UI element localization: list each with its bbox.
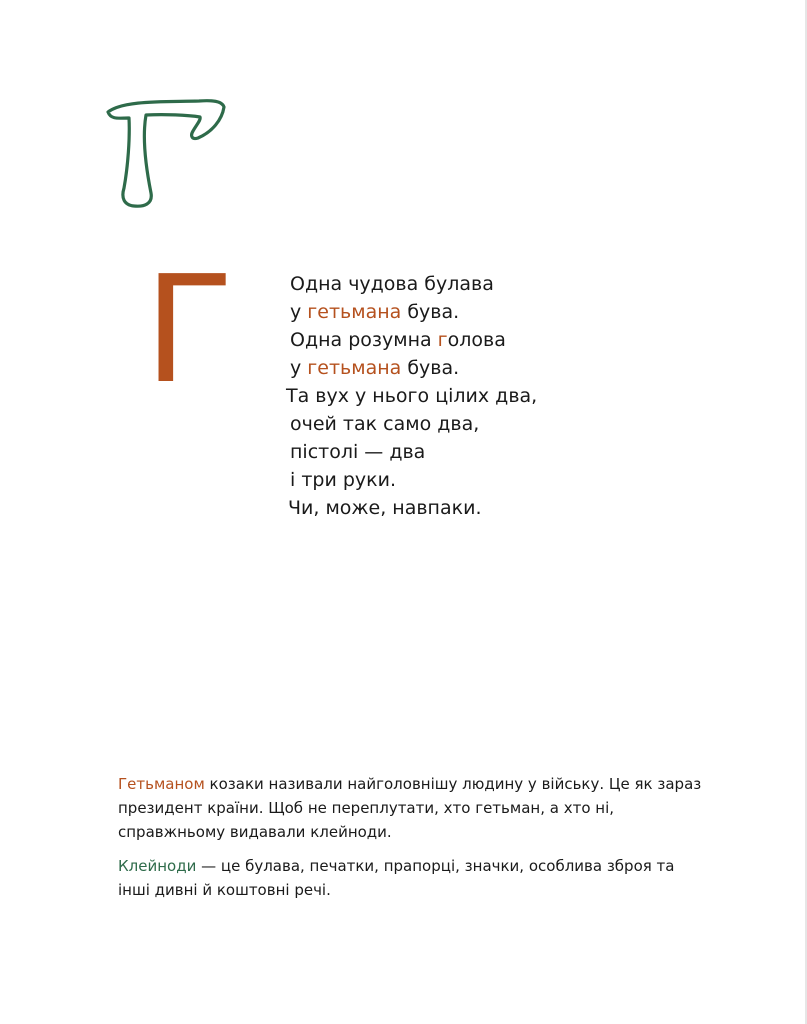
poem-line <box>290 326 590 354</box>
poem-text: Одна чудова булава <box>290 273 494 295</box>
note-hetman <box>118 772 708 844</box>
drop-cap-letter: Г <box>144 244 235 416</box>
poem-line <box>290 270 590 298</box>
poem-line <box>290 466 590 494</box>
highlighted-word: гетьмана <box>307 301 402 323</box>
poem-text: у <box>290 357 308 379</box>
poem-text: Та вух у нього цілих два, <box>286 385 538 407</box>
poem-text: і три руки. <box>290 469 397 491</box>
highlighted-word: гетьмана <box>307 357 402 379</box>
note-kleinody-text: — це булава, печатки, прапорці, значки, особлива зброя та інші дивні й коштовні речі. <box>118 857 675 899</box>
poem <box>286 270 590 522</box>
highlighted-word: г <box>437 329 448 351</box>
poem-line <box>288 494 590 522</box>
poem-text: бува. <box>401 301 460 323</box>
poem-text: бува. <box>401 357 460 379</box>
note-kleinody <box>118 854 708 902</box>
poem-text: пістолі — два <box>290 441 426 463</box>
poem-line <box>290 438 590 466</box>
notes <box>118 772 708 912</box>
term-kleinody: Клейноди <box>118 857 197 875</box>
poem-text: Чи, може, навпаки. <box>288 497 482 519</box>
poem-line <box>290 410 590 438</box>
note-hetman-text: козаки називали найголовнішу людину у війську. Це як зараз президент країни. Щоб не переплутати, хто гетьман, а хто ні, справжньому видавали клейноди. <box>118 775 702 841</box>
poem-line <box>290 298 590 326</box>
poem-line <box>286 382 590 410</box>
poem-line <box>290 354 590 382</box>
poem-text: у <box>290 301 308 323</box>
poem-text: очей так само два, <box>290 413 480 435</box>
poem-text: олова <box>447 329 506 351</box>
poem-text: Одна розумна <box>290 329 438 351</box>
outline-letter-ghe-icon <box>104 98 228 210</box>
term-hetman: Гетьманом <box>118 775 205 793</box>
